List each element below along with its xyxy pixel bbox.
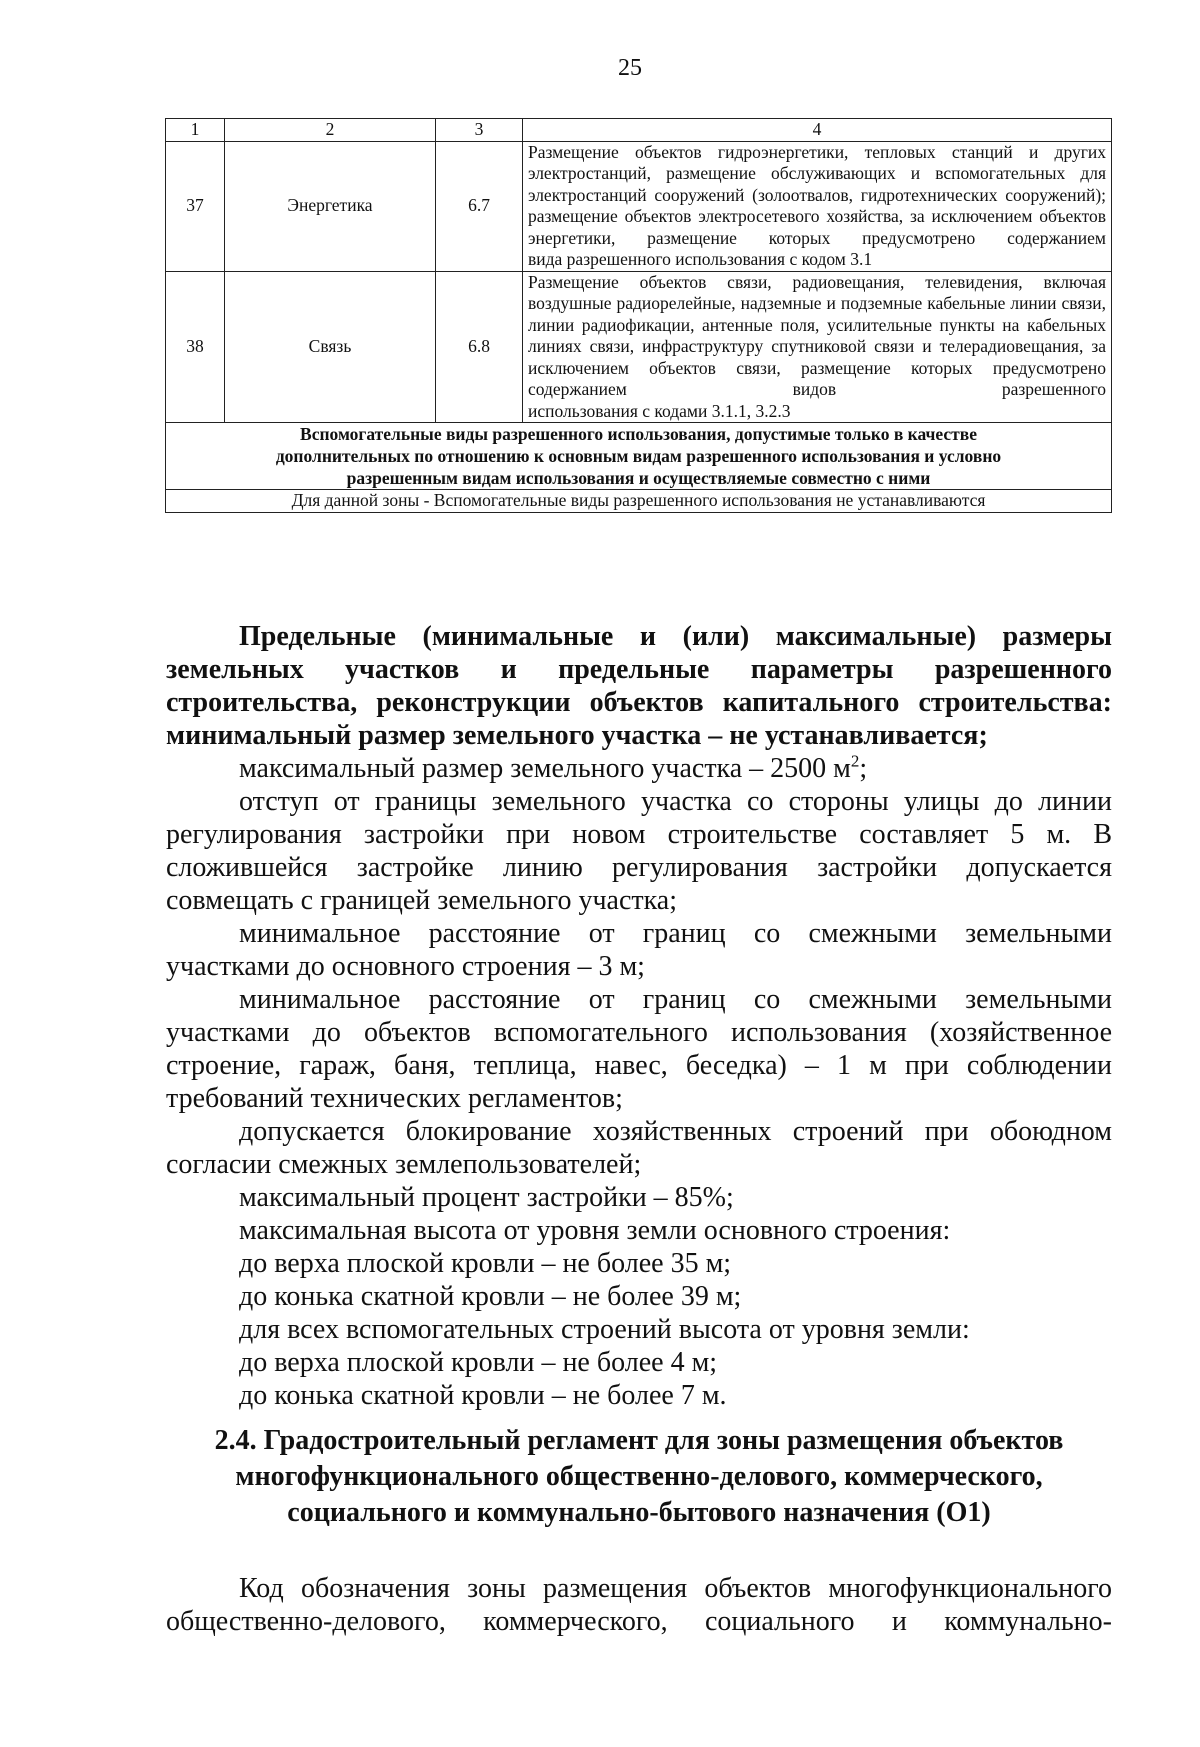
auxiliary-uses-heading-row (166, 423, 1112, 490)
header-col-2: 2 (225, 119, 436, 142)
description-line: использования с кодами 3.1.1, 3.2.3 (528, 400, 791, 421)
limit-item: минимальное расстояние от границ со смежными земельными участками до объектов вспомогательного использования (хозяйственное строение, гараж, баня, теплица, навес, беседка) – 1 м при соблюдении требований технических регламентов; (166, 984, 1112, 1114)
row-name: Связь (225, 271, 436, 423)
limits-intro: Предельные (минимальные и (или) максимальные) размеры земельных участков и предельные параметры разрешенного строительства, реконструкции объектов капитального строительства: минимальный размер земельного участка – не устанавливается; (166, 621, 1112, 751)
limit-item: максимальный процент застройки – 85%; (239, 1182, 734, 1213)
description-line: других электростанций, размещение обслуживающих и (528, 141, 1107, 183)
auxiliary-uses-heading (166, 423, 1112, 490)
section-heading (166, 1423, 1112, 1531)
row-name: Энергетика (225, 141, 436, 271)
description-line: инфраструктуру спутниковой связи и телерадиовещания, за (642, 336, 1106, 356)
description-line: исключением объектов связи, размещение которых (528, 357, 973, 378)
description-line: усилительные пункты на кабельных линиях связи, (528, 314, 1106, 356)
description-line: Размещение объектов гидроэнергетики, тепловых станций и (528, 141, 1039, 162)
description-line: кабельные линии связи, линии радиофикации, антенные поля, (528, 293, 1107, 335)
auxiliary-uses-note: Для данной зоны - Вспомогательные виды разрешенного использования не устанавливаются (166, 490, 1112, 513)
heading-line: разрешенным видам использования и осуществляемые совместно с ними (346, 468, 931, 488)
limit-item: для всех вспомогательных строений высота от уровня земли: (239, 1314, 970, 1345)
table-row (166, 141, 1112, 271)
header-col-3: 3 (436, 119, 523, 142)
description-line: энергетики, размещение которых предусмотрено содержанием (528, 227, 1106, 248)
heading-line: социального и коммунально-бытового назначения (О1) (287, 1497, 991, 1528)
description-line: вспомогательных для электростанций сооружений (528, 163, 1107, 205)
description-line: вида разрешенного использования с кодом 3.1 (528, 249, 873, 269)
description-line: объектов электросетевого хозяйства, за исключением объектов (624, 206, 1106, 226)
land-use-table (165, 118, 1112, 513)
table-header-row (166, 119, 1112, 142)
header-col-1: 1 (166, 119, 225, 142)
section-paragraph-block (166, 1572, 1112, 1638)
max-plot-size (166, 752, 1112, 785)
heading-line: дополнительных по отношению к основным видам разрешенного использования и условно (275, 446, 1002, 466)
heading-line: 2.4. Градостроительный регламент для зоны размещения объектов (214, 1425, 1064, 1456)
limit-item: максимальная высота от уровня земли основного строения: (239, 1215, 951, 1246)
heading-line: Вспомогательные виды разрешенного использования, допустимые только в качестве (300, 424, 977, 444)
description-line: (золоотвалов, гидротехнических сооружений); размещение (528, 184, 1107, 226)
row-description (523, 271, 1112, 423)
limit-item: до конька скатной кровли – не более 39 м; (239, 1281, 742, 1312)
page-number: 25 (618, 55, 642, 81)
heading-line: многофункционального общественно-делового, коммерческого, (235, 1461, 1043, 1492)
limit-item: до конька скатной кровли – не более 7 м. (239, 1380, 727, 1411)
row-description (523, 141, 1112, 271)
limit-item: до верха плоской кровли – не более 35 м; (239, 1248, 732, 1279)
description-line: включая воздушные радиорелейные, надземные и подземные (528, 271, 1107, 313)
row-code: 6.7 (436, 141, 523, 271)
auxiliary-uses-note-row (166, 490, 1112, 513)
row-code: 6.8 (436, 271, 523, 423)
description-line: Размещение объектов связи, радиовещания, телевидения, (528, 271, 1023, 292)
description-line: предусмотрено содержанием видов разрешенного (528, 357, 1107, 399)
section-paragraph: Код обозначения зоны размещения объектов многофункционального общественно-делового, коммерческого, социального и коммунально- (166, 1573, 1112, 1637)
max-plot-text: максимальный размер земельного участка – 2500 м (239, 753, 851, 784)
table-row (166, 271, 1112, 423)
row-number: 37 (166, 141, 225, 271)
max-plot-end: ; (859, 753, 868, 784)
row-number: 38 (166, 271, 225, 423)
limit-item: допускается блокирование хозяйственных строений при обоюдном согласии смежных землепользователей; (166, 1116, 1112, 1180)
limit-item: до верха плоской кровли – не более 4 м; (239, 1347, 718, 1378)
limits-section (166, 620, 1112, 1412)
header-col-4: 4 (523, 119, 1112, 142)
limit-item: минимальное расстояние от границ со смежными земельными участками до основного строения – 3 м; (166, 918, 1112, 982)
limit-item: отступ от границы земельного участка со стороны улицы до линии регулирования застройки при новом строительстве составляет 5 м. В сложившейся застройке линию регулирования застройки допускается совмещать с границей земельного участка; (166, 786, 1112, 916)
max-plot-superscript: 2 (850, 751, 860, 771)
